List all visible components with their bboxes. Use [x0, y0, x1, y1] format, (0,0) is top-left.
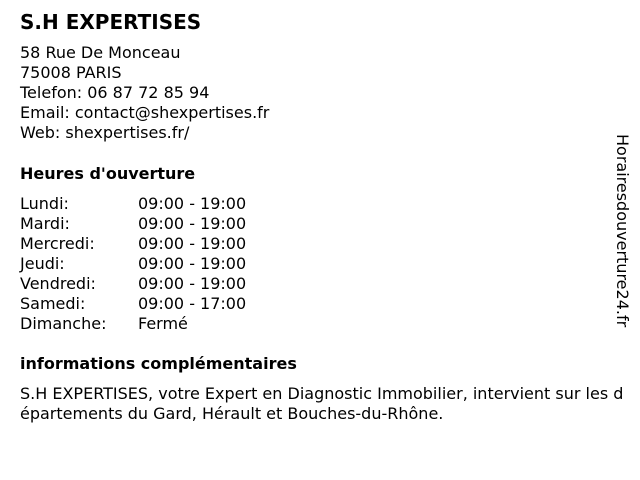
contact-block: [20, 43, 269, 143]
website: Web: shexpertises.fr/: [20, 123, 190, 142]
hours-row-lundi: [20, 194, 246, 214]
day-time: 09:00 - 19:00: [138, 254, 247, 273]
day-time: 09:00 - 17:00: [138, 294, 247, 313]
info-heading: informations complémentaires: [20, 354, 297, 373]
hours-row-dimanche: [20, 314, 246, 334]
day-time: 09:00 - 19:00: [138, 214, 247, 233]
hours-row-jeudi: [20, 254, 246, 274]
info-text: S.H EXPERTISES, votre Expert en Diagnostic Immobilier, intervient sur les départements du Gard, Hérault et Bouches-du-Rhône.: [20, 384, 624, 423]
day-label: Mardi:: [20, 214, 70, 233]
hours-table: [20, 194, 246, 334]
day-label: Mercredi:: [20, 234, 95, 253]
hours-heading: Heures d'ouverture: [20, 164, 196, 183]
day-label: Dimanche:: [20, 314, 107, 333]
day-label: Jeudi:: [20, 254, 65, 273]
email: Email: contact@shexpertises.fr: [20, 103, 270, 122]
address-city: 75008 PARIS: [20, 63, 122, 82]
day-time: 09:00 - 19:00: [138, 194, 247, 213]
day-label: Lundi:: [20, 194, 69, 213]
day-label: Vendredi:: [20, 274, 96, 293]
day-time: 09:00 - 19:00: [138, 234, 247, 253]
phone: Telefon: 06 87 72 85 94: [20, 83, 210, 102]
hours-row-vendredi: [20, 274, 246, 294]
day-label: Samedi:: [20, 294, 86, 313]
watermark: Horairesdouverture24.fr: [613, 134, 632, 328]
hours-row-mercredi: [20, 234, 246, 254]
address-street: 58 Rue De Monceau: [20, 43, 181, 62]
hours-row-mardi: [20, 214, 246, 234]
business-name: S.H EXPERTISES: [20, 10, 202, 34]
day-time: Fermé: [138, 314, 188, 333]
day-time: 09:00 - 19:00: [138, 274, 247, 293]
hours-row-samedi: [20, 294, 246, 314]
